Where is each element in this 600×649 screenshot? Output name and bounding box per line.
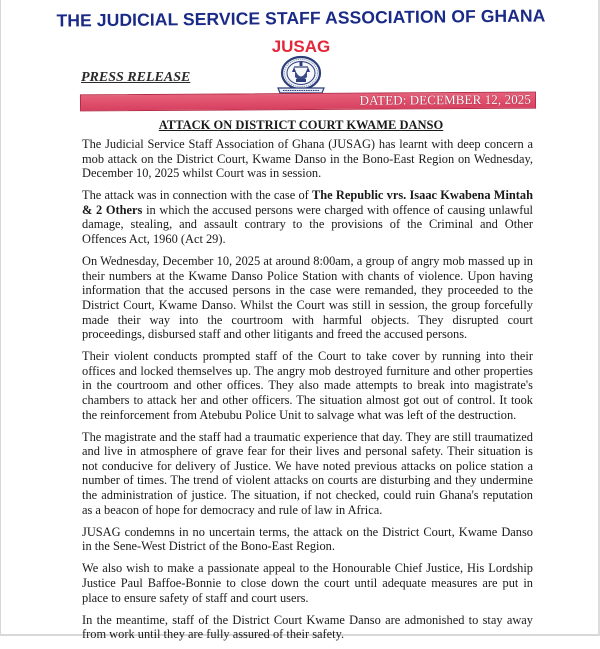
paragraph-incident: On Wednesday, December 10, 2025 at around 8:00am, a group of angry mob massed up in their numbers at the Kwame Danso Police Station with chants of violence. Upon having information that the accused persons in the case were remanded, they proceeded to the District Court, Kwame Danso. Whilst the Court was still in session, the group forcefully made their way into the courtroom with harmful objects. They disrupted court proceedings, disbursed staff and other litigants and freed the accused persons. — [82, 254, 533, 342]
paragraph-appeal: We also wish to make a passionate appeal to the Honourable Chief Justice, His Lordship Justice Paul Baffoe-Bonnie to close down the court until adequate measures are put in place to ensure safety of staff and court users. — [82, 561, 533, 605]
paragraph-impact: The magistrate and the staff had a traumatic experience that day. They are still traumatized and live in atmosphere of grave fear for their lives and personal safety. Their situation is not conducive for delivery of Justice. We have noted previous attacks on police station a number of times. The trend of violent attacks on courts are disturbing and they undermine the administration of justice. The situation, if not checked, could ruin Ghana's reputation as a beacon of hope for democracy and rule of law in Africa. — [82, 429, 533, 517]
organization-title: THE JUDICIAL SERVICE STAFF ASSOCIATION OF GHANA — [56, 5, 546, 31]
paragraph-destruction: Their violent conducts prompted staff of the Court to take cover by running into their offices and locked themselves up. The angry mob destroyed furniture and other properties in the courtroom and other offices. They also made attempts to break into magistrate's chambers to attack her and other officers. The situation almost got out of control. It took the reinforcement from Atebubu Police Unit to salvage what was left of the destruction. — [82, 349, 533, 422]
paragraph-condemnation: JUSAG condemns in no uncertain terms, the attack on the District Court, Kwame Danso in the Sene-West District of the Bono-East Region. — [82, 524, 533, 554]
date-banner — [80, 92, 536, 112]
release-date: DATED: DECEMBER 12, 2025 — [359, 91, 532, 108]
paragraph-case — [82, 188, 533, 246]
case-details-text: in which the accused persons were charged with offence of causing unlawful damage, stealing, and assault contrary to the provisions of the Criminal and Other Offences Act, 1960 (Act 29). — [82, 202, 533, 247]
press-release-label: PRESS RELEASE — [81, 70, 191, 85]
headline: ATTACK ON DISTRICT COURT KWAME DANSO — [158, 118, 444, 132]
press-release-body — [82, 137, 533, 649]
paragraph-intro: The Judicial Service Staff Association of Ghana (JUSAG) has learnt with deep concern a mob attack on the District Court, Kwame Danso in the Bono-East Region on Wednesday, December 10, 2025 whilst Court was in session. — [82, 137, 533, 181]
case-intro-text: The attack was in connection with the case of — [82, 188, 313, 203]
paragraph-advisory: In the meantime, staff of the District Court Kwame Danso are admonished to stay away from work until they are fully assured of their safety. — [82, 612, 533, 642]
case-title: The Republic vrs. Isaac Kwabena Mintah & 2 Others — [82, 188, 533, 217]
organization-abbreviation: JUSAG — [271, 37, 331, 56]
